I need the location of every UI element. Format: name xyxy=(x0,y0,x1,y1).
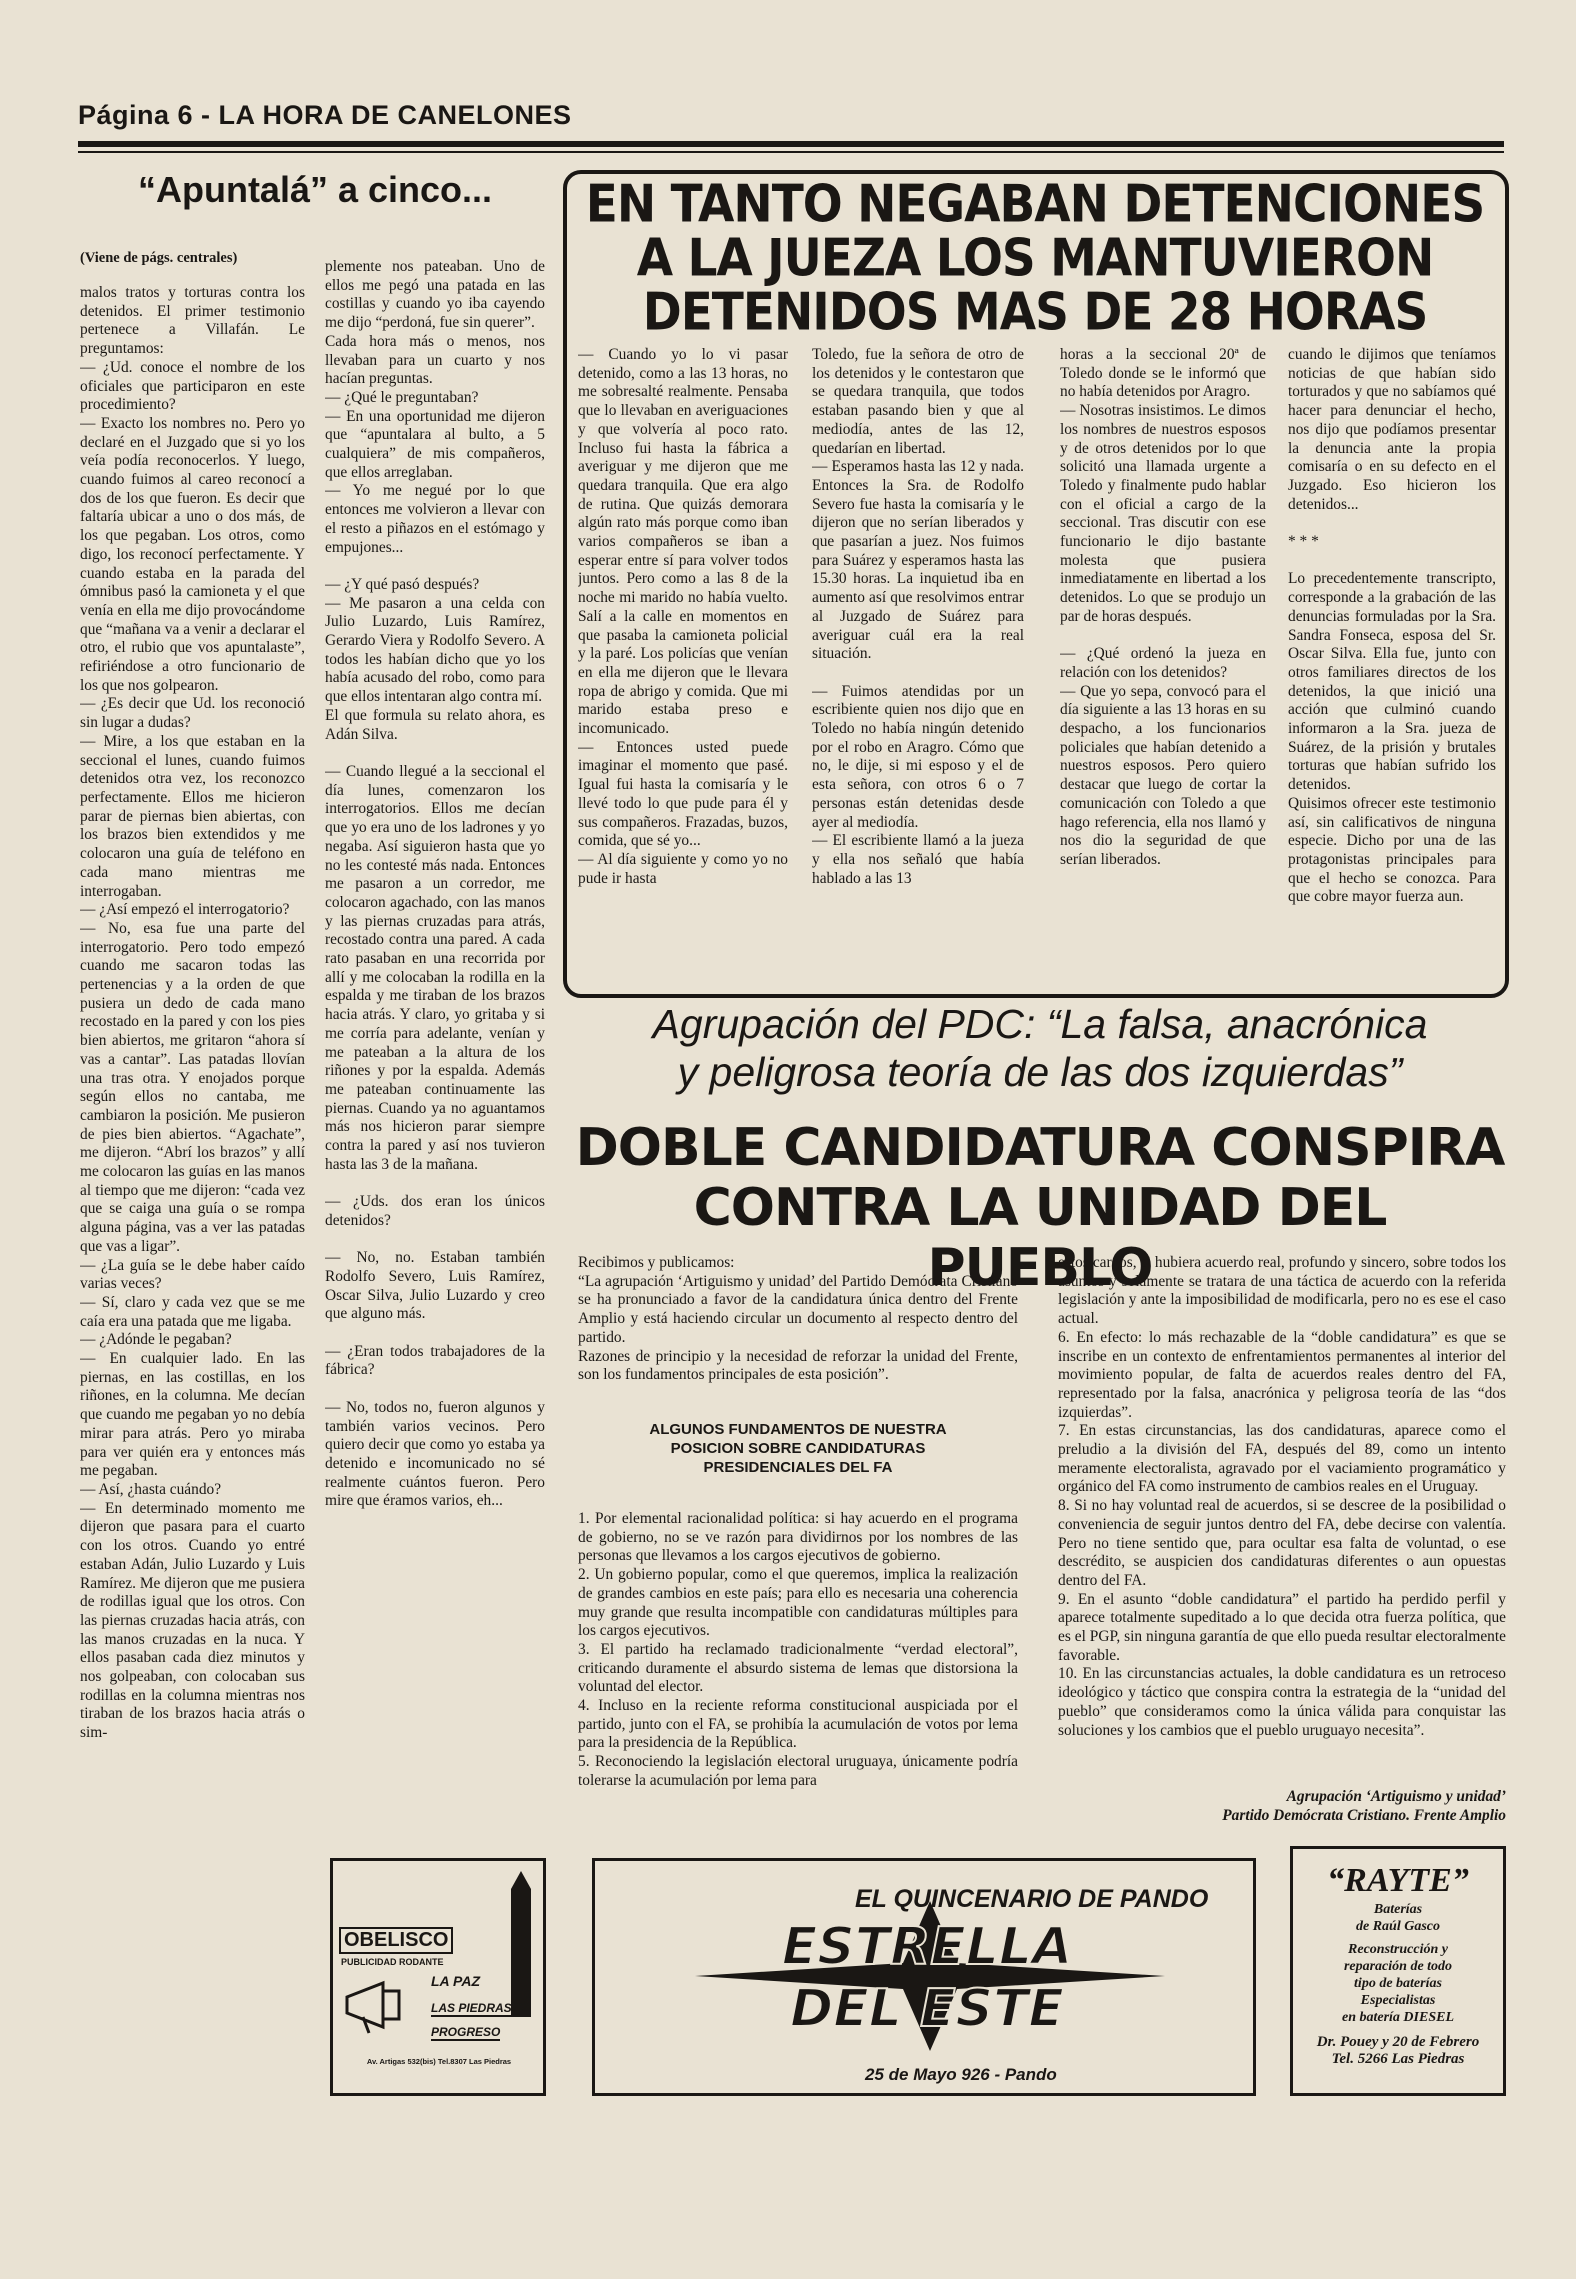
page-header: Página 6 - LA HORA DE CANELONES xyxy=(78,100,572,130)
ad-rayte xyxy=(1290,1846,1506,2096)
obelisco-title: OBELISCO xyxy=(339,1927,453,1954)
rayte-line-4: reparación de todo xyxy=(1343,1959,1453,1974)
rayte-line-5: tipo de baterías xyxy=(1354,1976,1442,1991)
header-rule-thin xyxy=(78,151,1504,153)
obelisco-sign-2: LAS PIEDRAS xyxy=(431,2001,512,2015)
obelisco-sign-1: LA PAZ xyxy=(431,1973,480,1989)
pdc-kicker-line-1: Agrupación del PDC: “La falsa, anacrónica xyxy=(652,1001,1428,1047)
pdc-points-left: 1. Por elemental racionalidad política: si hay acuerdo en el programa de gobierno, no se ve razón para dividirnos por los nombres de las personas que llevamos a los cargos ejecutivos de gobierno. 2. Un gobierno popular, como el que queremos, implica la realización de grandes cambios en este país; para ello es necesaria una coherencia muy grande que resulta incompatible con candidaturas múltiples para los cargos ejecutivos. 3. El partido ha reclamado tradicionalmente “verdad electoral”, criticando duramente el absurdo sistema de lemas que distorsiona la voluntad del elector. 4. Incluso en la reciente reforma constitucional auspiciada por el partido, junto con el FA, se prohibía la acumulación de votos por lema para la presidencia de la República. 5. Reconociendo la legislación electoral uruguaya, únicamente podría tolerarse la acumulación por lema para xyxy=(578,1510,1018,1789)
rayte-line-7: en batería DIESEL xyxy=(1341,2010,1454,2025)
detention-headline-line-2: A LA JUEZA LOS MANTUVIERON xyxy=(636,228,1434,289)
pdc-kicker xyxy=(575,1000,1505,1096)
estrella-address: 25 de Mayo 926 - Pando xyxy=(865,2065,1057,2084)
rayte-line-8: Dr. Pouey y 20 de Febrero xyxy=(1316,2034,1480,2050)
rayte-line-2: de Raúl Gasco xyxy=(1356,1919,1440,1934)
left-article-column-2: plemente nos pateaban. Uno de ellos me pegó una patada en las costillas y cuando yo iba cayendo me dijo “perdoná, fue sin querer”. Cada hora más o menos, nos llevaban para un cuarto y nos hacían preguntas. — ¿Qué le preguntaban? — En una oportunidad me dijeron que “apuntalara al bulto, a 5 cualquiera” de mis compañeros, que ellos arreglaban. — Yo me negué por lo que entonces me volvieron a llevar con el resto a piñazos en el estómago y empujones... — ¿Y qué pasó después? — Me pasaron a una celda con Julio Luzardo, Luis Ramírez, Gerardo Viera y Rodolfo Severo. A todos les habían dicho que yo los había acusado del robo, como para que ellos intentaran algo contra mí. El que formula su relato ahora, es Adán Silva. — Cuando llegué a la seccional el día lunes, comenzaron los interrogatorios. Ellos me decían que yo era uno de los ladrones y yo negaba. Así siguieron hasta que yo no les contesté más nada. Entonces me pasaron a un corredor, me colocaron agachado, con las manos y las piernas cruzadas para atrás, recostado contra una pared. A cada rato pasaban en una recorrida por allí y me colocaban la rodilla en la espalda y me tiraban de los brazos hacia atrás. Y claro, yo gritaba y si me corría para adelante, venían y me pateaban a la altura de los riñones y por la espalda. Además me pateaban continuamente las piernas. Cuando ya no aguantamos más nos hicieron parar siempre contra la pared y así nos tuvieron hasta las 3 de la mañana. — ¿Uds. dos eran los únicos detenidos? — No, no. Estaban también Rodolfo Severo, Luis Ramírez, Oscar Silva, Julio Luzardo y creo que alguno más. — ¿Eran todos trabajadores de la fábrica? — No, todos no, fueron algunos y también varios vecinos. Pero quiero decir que como yo estaba ya detenido e incomunicado no sé realmente cuántos fueron. Pero mire que éramos varios, eh... xyxy=(325,258,545,1510)
rayte-line-1: Baterías xyxy=(1373,1902,1423,1917)
pdc-signature-line-2: Partido Demócrata Cristiano. Frente Amplio xyxy=(1222,1807,1506,1824)
estrella-name-1: ESTRELLA xyxy=(781,1917,1073,1977)
pdc-headline-line-2: CONTRA LA UNIDAD DEL PUEBLO xyxy=(693,1178,1387,1298)
header-rule-thick xyxy=(78,141,1504,147)
detention-headline-line-1: EN TANTO NEGABAN DETENCIONES xyxy=(585,174,1485,235)
left-article-title: “Apuntalá” a cinco... xyxy=(137,169,493,210)
pdc-headline-line-1: DOBLE CANDIDATURA CONSPIRA xyxy=(575,1118,1505,1178)
detention-column-2: Toledo, fue la señora de otro de los detenidos y le contestaron que se quedara tranquila, que todos estaban pasando bien y que al mediodía, antes de las 12, quedarían en libertad. — Esperamos hasta las 12 y nada. Entonces la Sra. de Rodolfo Severo fue hasta la comisaría y le dijeron que no serían liberados y que pasarían a juez. Nos fuimos para Suárez y esperamos hasta las 15.30 horas. La inquietud iba en aumento así que resolvimos entrar al Juzgado de Suárez para averiguar cuál era la real situación. — Fuimos atendidas por un escribiente quien nos dijo que en Toledo no había ningún detenido por el robo en Aragro. Cómo que no, le dije, si mi esposo y el de esta señora, con otros 6 o 7 personas están detenidas desde ayer al mediodía. — El escribiente llamó a la jueza y ella nos señaló que había hablado a las 13 xyxy=(812,346,1024,887)
obelisk-icon xyxy=(503,1869,539,2019)
ad-obelisco xyxy=(330,1858,546,2096)
detention-headline-line-3: DETENIDOS MAS DE 28 HORAS xyxy=(642,282,1428,343)
detention-column-3: horas a la seccional 20ª de Toledo donde se le informó que no había detenidos por Aragro. — Nosotras insistimos. Le dimos los nombres de nuestros esposos y de otros detenidos por lo que solicitó una llamada urgente a Toledo y finalmente pudo hablar con el oficial a cargo de la seccional. Tras discutir con ese funcionario le dijo bastante molesta que pusiera inmediatamente en libertad a los detenidos. Lo que se produjo un par de horas después. — ¿Qué ordenó la jueza en relación con los detenidos? — Que yo sepa, convocó para el día siguiente a las 13 horas en su despacho, a los funcionarios policiales que habían detenido a nuestros esposos. Pero quiero destacar que luego de cortar la comunicación con Toledo a que hago referencia, ella nos llamó y nos dio la seguridad de que serían liberados. xyxy=(1060,346,1266,868)
detention-headline xyxy=(570,174,1500,343)
pdc-section-title-line-2: POSICION SOBRE CANDIDATURAS xyxy=(670,1440,926,1457)
pdc-section-title-line-1: ALGUNOS FUNDAMENTOS DE NUESTRA xyxy=(649,1421,947,1438)
pdc-signature xyxy=(1058,1787,1506,1825)
estrella-top-line: EL QUINCENARIO DE PANDO xyxy=(855,1885,1209,1913)
pdc-intro: Recibimos y publicamos: “La agrupación ‘Artiguismo y unidad’ del Partido Demócrata Cristiano se ha pronunciado a favor de la candidatura única dentro del Frente Amplio y está haciendo circular un documento al respecto dentro del partido. Razones de principio y la necesidad de reforzar la unidad del Frente, son los fundamentos principales de esta posición”. xyxy=(578,1254,1018,1384)
ad-estrella-del-este xyxy=(592,1858,1256,2096)
pdc-section-title xyxy=(578,1420,1018,1477)
pdc-kicker-line-2: y peligrosa teoría de las dos izquierdas” xyxy=(677,1049,1403,1095)
rayte-line-6: Especialistas xyxy=(1360,1993,1436,2008)
left-article-source-note: (Viene de págs. centrales) xyxy=(80,250,238,266)
rayte-line-9: Tel. 5266 Las Piedras xyxy=(1331,2051,1465,2067)
rayte-line-3: Reconstrucción y xyxy=(1348,1942,1448,1957)
obelisco-address: Av. Artigas 532(bis) Tel.8307 Las Piedras xyxy=(366,2057,512,2066)
obelisco-subtitle: PUBLICIDAD RODANTE xyxy=(341,1957,444,1967)
pdc-signature-line-1: Agrupación ‘Artiguismo y unidad’ xyxy=(1286,1788,1506,1805)
detention-column-1: — Cuando yo lo vi pasar detenido, como a las 13 horas, no me sobresalté realmente. Pensaba que lo llevaban en averiguaciones y que volvería al poco rato. Incluso fui hasta la fábrica a averiguar y me dijeron que me quedara tranquila. Que era algo de rutina. Que quizás demorara algún rato más porque como iban varios compañeros se iban a esperar entre sí para volver todos juntos. Pero como a las 8 de la noche mi marido no había vuelto. Salí a la calle en momentos en que pasaba la camioneta policial y la paré. Los policías que venían en ella me dijeron que le llevara ropa de abrigo y comida. Que mi marido estaba preso e incomunicado. — Entonces usted puede imaginar el momento que pasé. Igual fui hasta la comisaría y le llevé todo lo que pude para él y sus compañeros. Frazadas, buzos, comida, que sé yo... — Al día siguiente y como yo no pude ir hasta xyxy=(578,346,788,887)
detention-column-4: cuando le dijimos que teníamos noticias de que habían sido torturados y que no sabíamos qué hacer para denunciar el hecho, nos dijo que podíamos presentar la denuncia ante la propia comisaría o en su defecto en el Juzgado. Eso hicieron los detenidos... * * * Lo precedentemente transcripto, corresponde a la grabación de las denuncias formuladas por la Sra. Sandra Fonseca, esposa del Sr. Oscar Silva. Ella fue, junto con otros familiares directos de los detenidos, la que inició una acción que culminó cuando informaron a la Sra. jueza de Suárez, de la prisión y brutales torturas que habían sufrido los detenidos. Quisimos ofrecer este testimonio así, sin calificativos de ninguna especie. Dicho por una de las protagonistas principales para que el hecho se conozca. Para que cobre mayor fuerza aun. xyxy=(1288,346,1496,906)
megaphone-icon xyxy=(343,1973,439,2035)
pdc-section-title-line-3: PRESIDENCIALES DEL FA xyxy=(703,1459,893,1476)
estrella-name-2: DEL ESTE xyxy=(790,1979,1064,2039)
pdc-points-right: estos cargos, si hubiera acuerdo real, profundo y sincero, sobre todos los asuntos y solamente se tratara de una táctica de acuerdo con la referida legislación y ante la imposibilidad de modificarla, pero no es ese el caso actual. 6. En efecto: lo más rechazable de la “doble candidatura” es que se inscribe en un contexto de enfrentamientos permanentes al interior del movimiento popular, de falta de acuerdos reales dentro del FA, representado por la falsa, anacrónica y peligrosa teoría de las “dos izquierdas”. 7. En estas circunstancias, las dos candidaturas, aparece como el preludio a la división del FA, después del 89, como un intento meramente electoralista, agravado por el vaciamiento programático y orgánico del FA como instrumento de cambios reales en el Uruguay. 8. Si no hay voluntad real de acuerdos, si se descree de la posibilidad o conveniencia de seguir juntos dentro del FA, debe decirse con valentía. Pero no tiene sentido que, para ocultar esa falta de voluntad, o ese descrédito, se auspicien dos candidaturas diferentes o aun opuestas dentro del FA. 9. En el asunto “doble candidatura” el partido ha perdido perfil y aparece totalmente supeditado a lo que decida otra fuerza política, que es el PGP, sin ninguna garantía de que ello pueda resultar electoralmente favorable. 10. En las circunstancias actuales, la doble candidatura es un retroceso ideológico y táctico que conspira contra la estrategia de la “unidad del pueblo” que consideramos como la única válida para conquistar las soluciones y los cambios que el pueblo uruguayo necesita”. xyxy=(1058,1254,1506,1739)
left-article-column-1: malos tratos y torturas contra los detenidos. El primer testimonio pertenece a Villafán. Le preguntamos: — ¿Ud. conoce el nombre de los oficiales que participaron en este procedimiento? — Exacto los nombres no. Pero yo declaré en el Juzgado que si yo los veía podía reconocerlos. Y luego, cuando fuimos al careo reconocí a dos de los que fueron. Es decir que faltaría ubicar a uno o dos más, de los que pegaban. Los otros, como digo, los reconocí perfectamente. Y cuando estaba en la parada del ómnibus pasó la camioneta y el que venía en ella me dijo provocándome que “mañana va a venir a declarar el otro, el rubio que vos apuntalaste”, refiriéndose a otro funcionario de los que nos golpearon. — ¿Es decir que Ud. los reconoció sin lugar a dudas? — Mire, a los que estaban en la seccional el lunes, cuando fuimos detenidos otra vez, los reconozco perfectamente. Ellos me hicieron parar de piernas bien abiertas, con los brazos bien extendidos y me colocaron una guía de teléfono en cada mano mientras me interrogaban. — ¿Así empezó el interrogatorio? — No, esa fue una parte del interrogatorio. Pero todo empezó cuando me sacaron todas las pertenencias y a la orden de que pusiera un dedo de cada mano recostado en la pared y con los pies bien abiertos, me gritaron “ahora sí vas a cantar”. Las patadas llovían una tras otra. Y enojados porque según ellos no cantaba, me cambiaron la posición. Me pusieron de pies bien abiertos. “Agachate”, me dijeron. “Abrí los brazos” y allí me colocaron las guías en las manos al tiempo que me dijeron: “cada vez que se caiga una guía o se rompa alguna página, vas a ver las patadas que vas a ligar”. — ¿La guía se le debe haber caído varias veces? — Sí, claro y cada vez que se me caía era una patada que me ligaba. — ¿Adónde le pegaban? — En cualquier lado. En las piernas, en las costillas, en los riñones, en la columna. Me decían que cuando me pegaban yo no debía mirar para atrás. Pero yo miraba para ver quién era y entonces más me pegaban. — Así, ¿hasta cuándo? — En determinado momento me dijeron que pasara para el cuarto con los otros. Cuando yo entré estaban Adán, Julio Luzardo y Luis Ramírez. Me dijeron que me pusiera de rodillas igual que los otros. Con las piernas cruzadas hacia atrás, con las manos cruzadas en la nuca. Y ellos pasaban cada diez minutos y nos golpeaban, con colocaban sus rodillas en la columna mientras nos tiraban de los brazos hacia atrás o sim- xyxy=(80,284,305,1742)
obelisco-sign-3: PROGRESO xyxy=(431,2025,501,2039)
rayte-name: “RAYTE” xyxy=(1327,1862,1469,1899)
